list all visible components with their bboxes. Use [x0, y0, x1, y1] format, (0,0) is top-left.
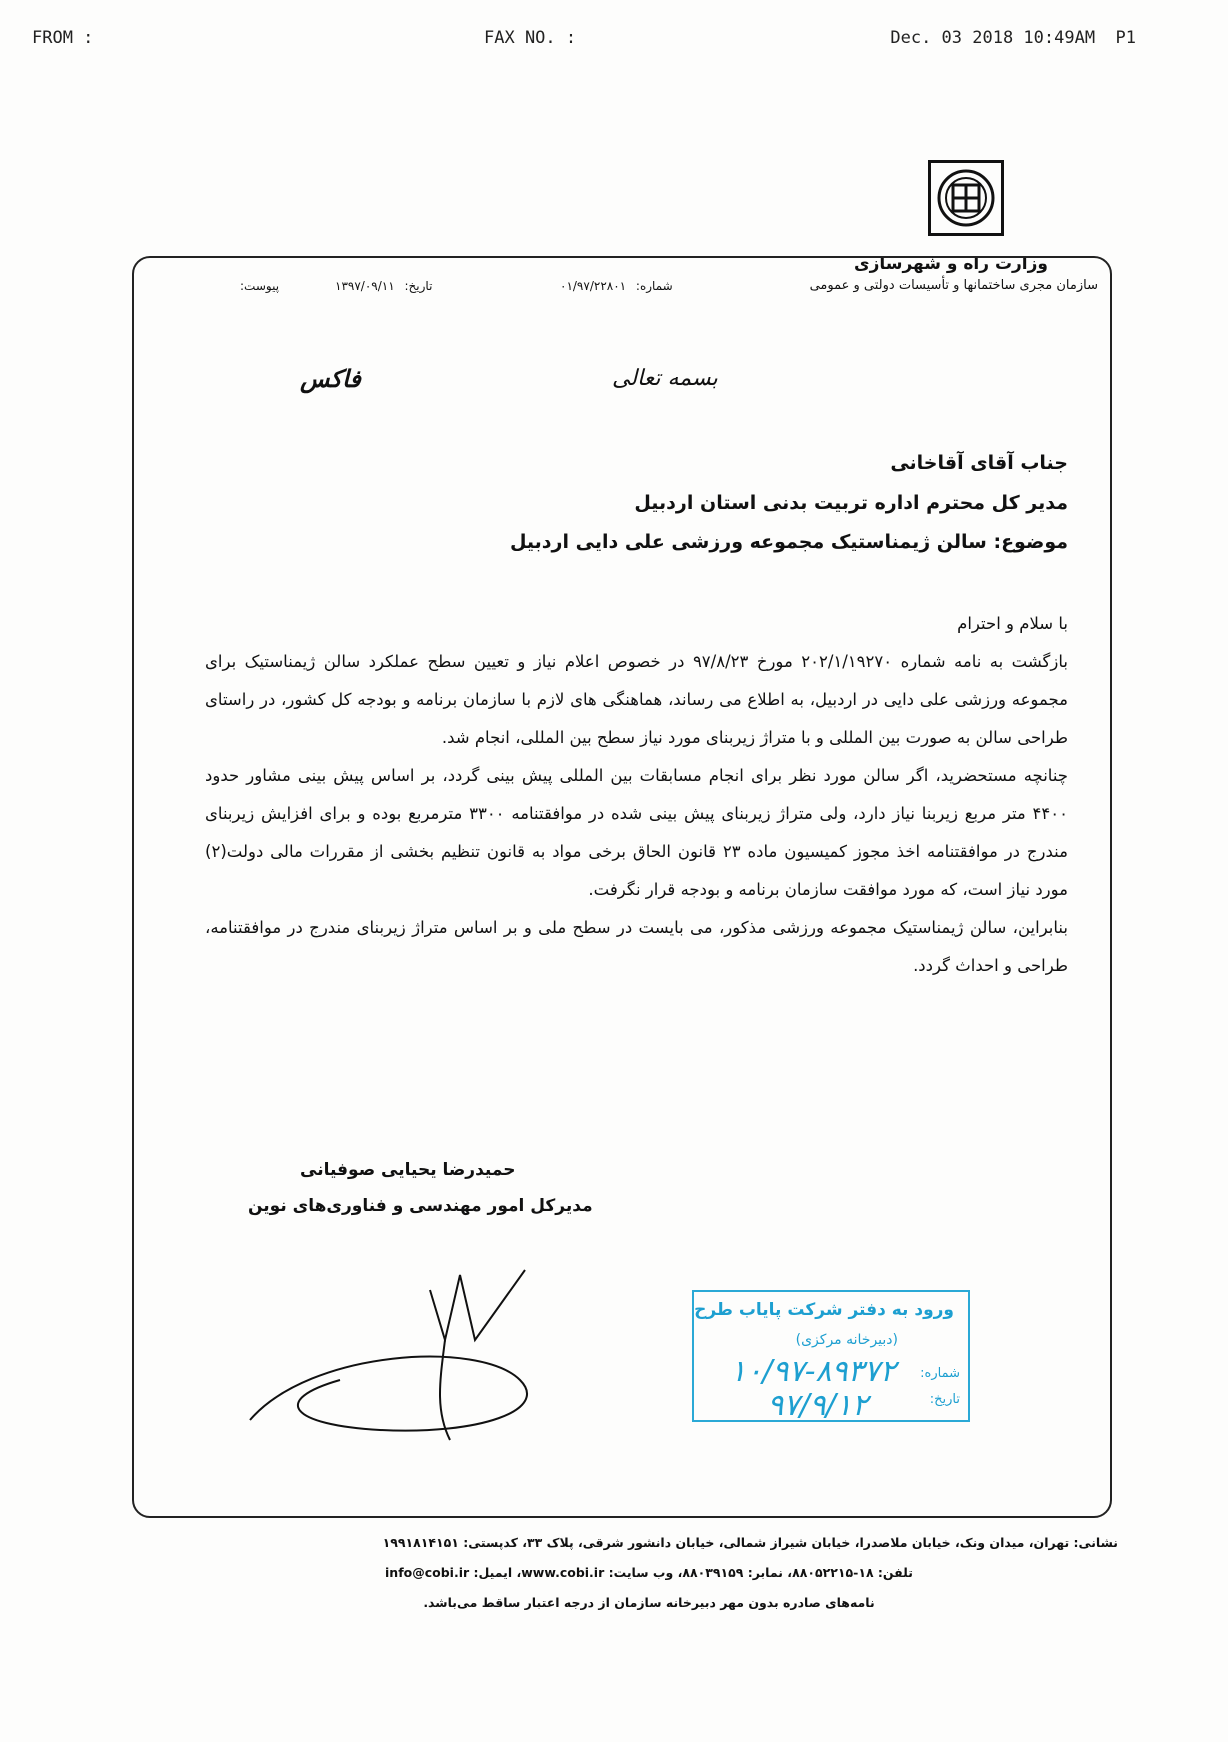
footer-contact: تلفن: ۱۸-۸۸۰۵۲۲۱۵، نمابر: ۸۸۰۳۹۱۵۹، وب سایت: www.cobi.ir، ایمیل: info@cobi.ir [385, 1565, 913, 1580]
stamp-subtitle: (دبیرخانه مرکزی) [795, 1332, 898, 1348]
letter-subject: موضوع: سالن ژیمناستیک مجموعه ورزشی علی دایی اردبیل [509, 531, 1068, 553]
reference-number [560, 279, 673, 299]
stamp-title: ورود به دفتر شرکت پایاب طرح [694, 1300, 954, 1320]
body-paragraph-3: بنابراین، سالن ژیمناستیک مجموعه ورزشی مذکور، می بایست در سطح ملی و بر اساس متراژ زیربنای مندرج در موافقتنامه، طراحی و احداث گردد. [205, 918, 1068, 975]
stamp-date-label: تاریخ: [929, 1392, 960, 1407]
reference-attachment [240, 279, 279, 299]
reference-date [335, 279, 432, 299]
reference-date-value: ۱۳۹۷/۰۹/۱۱ [335, 279, 395, 293]
reference-number-value: ۰۱/۹۷/۲۲۸۰۱ [560, 279, 627, 293]
fax-from: FROM : [32, 28, 94, 48]
addressee-name: جناب آقای آقاخانی [890, 452, 1068, 474]
fax-header [0, 28, 1228, 52]
signatory-title: مدیرکل امور مهندسی و فناوری‌های نوین [248, 1196, 593, 1216]
signatory-name: حمیدرضا یحیایی صوفیانی [300, 1160, 516, 1180]
invocation: بسمه تعالی [612, 366, 718, 391]
fax-datetime: Dec. 03 2018 10:49AM P1 [890, 28, 1136, 48]
letter-body [205, 605, 1068, 985]
footer-notice: نامه‌های صادره بدون مهر دبیرخانه سازمان از درجه اعتبار ساقط می‌باشد. [423, 1595, 875, 1610]
receipt-stamp [692, 1290, 970, 1422]
fax-marker: فاکس [300, 364, 361, 393]
agency-name: سازمان مجری ساختمانها و تأسیسات دولتی و عمومی [809, 278, 1098, 293]
stamp-number-value: ۱۰/۹۷-۸۹۳۷۲ [730, 1354, 896, 1389]
footer-address: نشانی: تهران، میدان ونک، خیابان ملاصدرا، خیابان شیراز شمالی، خیابان دانشور شرقی، پلاک ۳۳، کدپستی: ۱۹۹۱۸۱۴۱۵۱ [382, 1535, 1118, 1550]
body-paragraph-1: بازگشت به نامه شماره ۲۰۲/۱/۱۹۲۷۰ مورخ ۹۷/۸/۲۳ در خصوص اعلام نیاز و تعیین سطح عملکرد سالن ژیمناستیک برای مجموعه ورزشی علی دایی در اردبیل، به اطلاع می رساند، هماهنگی های لازم با سازمان برنامه و بودجه کل کشور، در راستای طراحی سالن به صورت بین المللی و با متراژ زیربنای مورد نیاز سطح بین المللی، انجام شد. [205, 652, 1068, 747]
fax-number: FAX NO. : [484, 28, 577, 48]
ministry-logo-icon [928, 160, 1004, 236]
stamp-date-value: ۹۷/۹/۱۲ [767, 1388, 868, 1423]
greeting: با سلام و احترام [957, 614, 1068, 633]
ministry-name: وزارت راه و شهرسازی [853, 254, 1048, 274]
stamp-number-label: شماره: [920, 1366, 960, 1381]
body-paragraph-2: چنانچه مستحضرید، اگر سالن مورد نظر برای انجام مسابقات بین المللی پیش بینی گردد، بر اساس پیش بینی مشاور حدود ۴۴۰۰ متر مربع زیربنا نیاز دارد، ولی متراژ زیربنای پیش بینی شده در موافقتنامه ۳۳۰۰ مترمربع بوده و برای افزایش زیربنای مندرج در موافقتنامه اخذ مجوز کمیسیون ماده ۲۳ قانون الحاق برخی مواد به قانون تنظیم بخشی از مقررات مالی دولت(۲) مورد نیاز است، که مورد موافقت سازمان برنامه و بودجه قرار نگرفت. [205, 766, 1068, 899]
addressee-title: مدیر کل محترم اداره تربیت بدنی استان اردبیل [634, 492, 1068, 514]
reference-number-label: شماره: [635, 279, 673, 293]
handwritten-signature [230, 1230, 590, 1450]
reference-attachment-label: پیوست: [240, 279, 280, 293]
reference-date-label: تاریخ: [404, 279, 433, 293]
